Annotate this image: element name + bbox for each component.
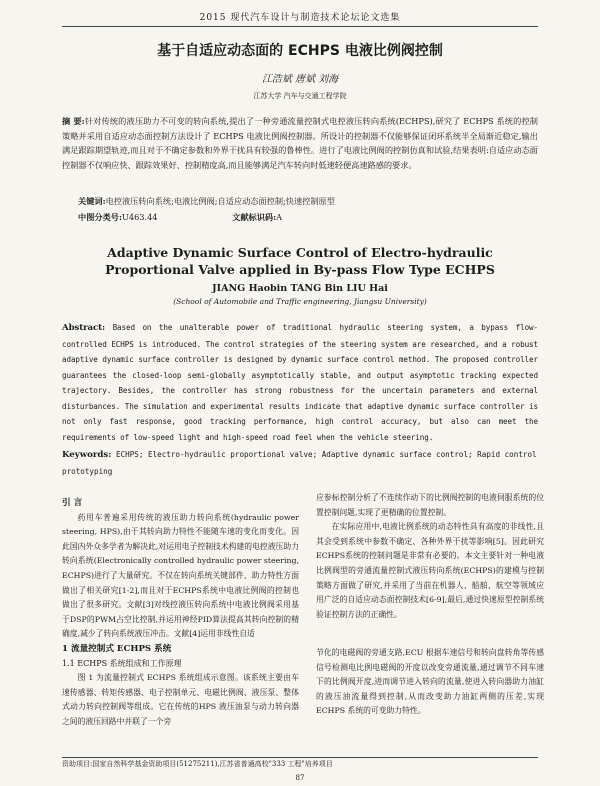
intro-continuation-paragraph: 应参标控制分析了不连续作动下的比例阀控制的电液伺服系统的位置控制问题,实现了更精确的位置控制。: [316, 493, 544, 517]
abstract-chinese-text: 针对传统的液压助力不可变的转向系统,提出了一种旁通流量控制式电控液压转向系统(ECHPS),研究了 ECHPS 系统的控制策略并采用自适应动态面控制方法设计了 ECHPS 电液比例阀控制器。所设计的控制器不仅能够保证闭环系统半全局渐近稳定,输出满足跟踪期望轨迹,而且对于不确定参数和外界干扰具有较强的鲁棒性。进行了电液比例阀的控制仿真和试验,结果表明:自适应动态面控制器不仅响应快、跟踪效果好、控制精度高,而且能够满足汽车转向时低速轻便高速路感的要求。: [62, 116, 538, 170]
abstract-english-text: Based on the unalterable power of traditional hydraulic steering system, a bypass flow-controlled ECHPS is introduced. The control strategies of the steering system are researched, and a robust adaptive dynamic surface controller is designed by dynamic surface control method. The proposed controller guarantees the closed-loop semi-globally asymptotically stable, and output asymptotic tracking expected trajectory. Besides, the controller has strong robustness for the uncertain parameters and external disturbances. The simulation and experimental results indicate that adaptive dynamic surface controller is not only fast response, good tracking performance, high control accuracy, but also can meet the requirements of low-speed light and high-speed road feel when the vehicle steering.: [62, 323, 538, 442]
intro-paragraph: 药用车普遍采用传统的液压助力转向系统(hydraulic power steering, HPS),由于其转向助力特性不能随车速的变化而变化。因此国内外众多学者为解决此,对运用电子控制技术构建的电控液压助力转向系统(Electronically controlled hydraulic power steering, ECHPS)进行了大量研究。不仅在转向系统关键部件、助力特性方面做出了相关研究[1-2],而且对于ECHPS系统中电液比例阀的控制也做出了很多研究。文献[3]对线控液压转向系统中电液比例阀采用基于DSP的PWM占空比控制,并运用神经PID算法提高其转向控制的精确度,减少了转向系统液压冲击。文献[4]运用非线性自适: [62, 512, 299, 639]
doc-code-value: A: [276, 212, 283, 222]
abstract-english-label: Abstract:: [62, 323, 106, 333]
doc-code-field: [232, 212, 318, 222]
section1-heading: 1 流量控制式 ECHPS 系统: [62, 643, 172, 654]
clc-field: [78, 212, 194, 222]
doc-code-label: 文献标识码:: [232, 212, 277, 222]
keywords-chinese: [78, 196, 538, 207]
intro-second-paragraph: 在实际应用中,电液比例系统的动态特性具有高度的非线性,且其会受到系统中参数不确定、各种外界干扰等影响[5]。因此研究ECHPS系统的控制问题是非常有必要的。本文主要针对一种电液比例阀型的旁通流量控制式液压转向系统(ECHPS)的建模与控制策略方面做了研究,并采用了当前在机器人、船舶、航空等领域应用广泛的自适应动态面控制技术[6-9],最后,通过快速原型控制系统验证控制方法的正确性。: [316, 522, 544, 619]
section1-continuation-paragraph: 节化的电磁阀的旁通支路,ECU 根据车速信号和转向盘转角等传感信号检测电比例电磁阀的开度以改变旁通流量,通过调节不同车速下的比例阀开度,进而调节进入转向的流量,使进入转向器助力油缸的液压油流量得到控制,从而改变助力油缸两侧的压差,实现 ECHPS 系统的可变助力特性。: [316, 648, 544, 716]
abstract-chinese-label: 摘 要:: [62, 116, 85, 126]
keywords-english-label: Keywords:: [62, 450, 112, 460]
paper-title-english: Adaptive Dynamic Surface Control of Electro-hydraulic Proportional Valve applied in By-pass Flow Type ECHPS: [105, 245, 495, 277]
keywords-chinese-label: 关键词:: [78, 196, 106, 206]
body-right-column-bottom: [316, 646, 544, 719]
affiliation-english: (School of Automobile and Traffic engineering, Jiangsu University): [173, 297, 427, 306]
intro-heading: 引 言: [62, 498, 83, 508]
affiliation-chinese: 江苏大学 汽车与交通工程学院: [253, 92, 347, 100]
funding-footnote: 资助项目:国家自然科学基金资助项目(51275211),江苏省普通高校"333 工程"培养项目: [62, 757, 538, 769]
classification-line: [78, 212, 354, 223]
section1-1-heading: 1.1 ECHPS 系统组成和工作原理: [62, 658, 182, 668]
abstract-english: [62, 320, 538, 445]
keywords-english-text: ECHPS; Electro-hydraulic proportional valve; Adaptive dynamic surface control; Rapid control prototyping: [62, 450, 537, 476]
keywords-english: [62, 447, 538, 479]
body-right-column-top: [316, 491, 544, 622]
authors-chinese: 江浩斌 唐斌 刘海: [261, 74, 339, 85]
authors-english: JIANG Haobin TANG Bin LIU Hai: [212, 283, 388, 294]
page-number: 87: [295, 774, 305, 782]
section1-paragraph: 图 1 为流量控制式 ECHPS 系统组成示意图。该系统主要由车速传感器、转矩传感器、电子控制单元、电磁比例阀、液压泵、整体式动力转向控制阀等组成。它在传统的HPS 液压油泵与动力转向器之间的液压回路中并联了一个旁: [62, 673, 299, 726]
abstract-chinese: [62, 114, 538, 172]
running-header: 2015 现代汽车设计与制造技术论坛论文选集: [62, 10, 538, 27]
clc-label: 中图分类号:: [78, 212, 122, 222]
body-left-column: [62, 496, 299, 730]
clc-value: U463.44: [121, 212, 158, 222]
keywords-chinese-text: 电控液压转向系统;电液比例阀;自适应动态面控制;快速控制原型: [105, 196, 335, 206]
paper-title-chinese: 基于自适应动态面的 ECHPS 电液比例阀控制: [157, 43, 443, 59]
